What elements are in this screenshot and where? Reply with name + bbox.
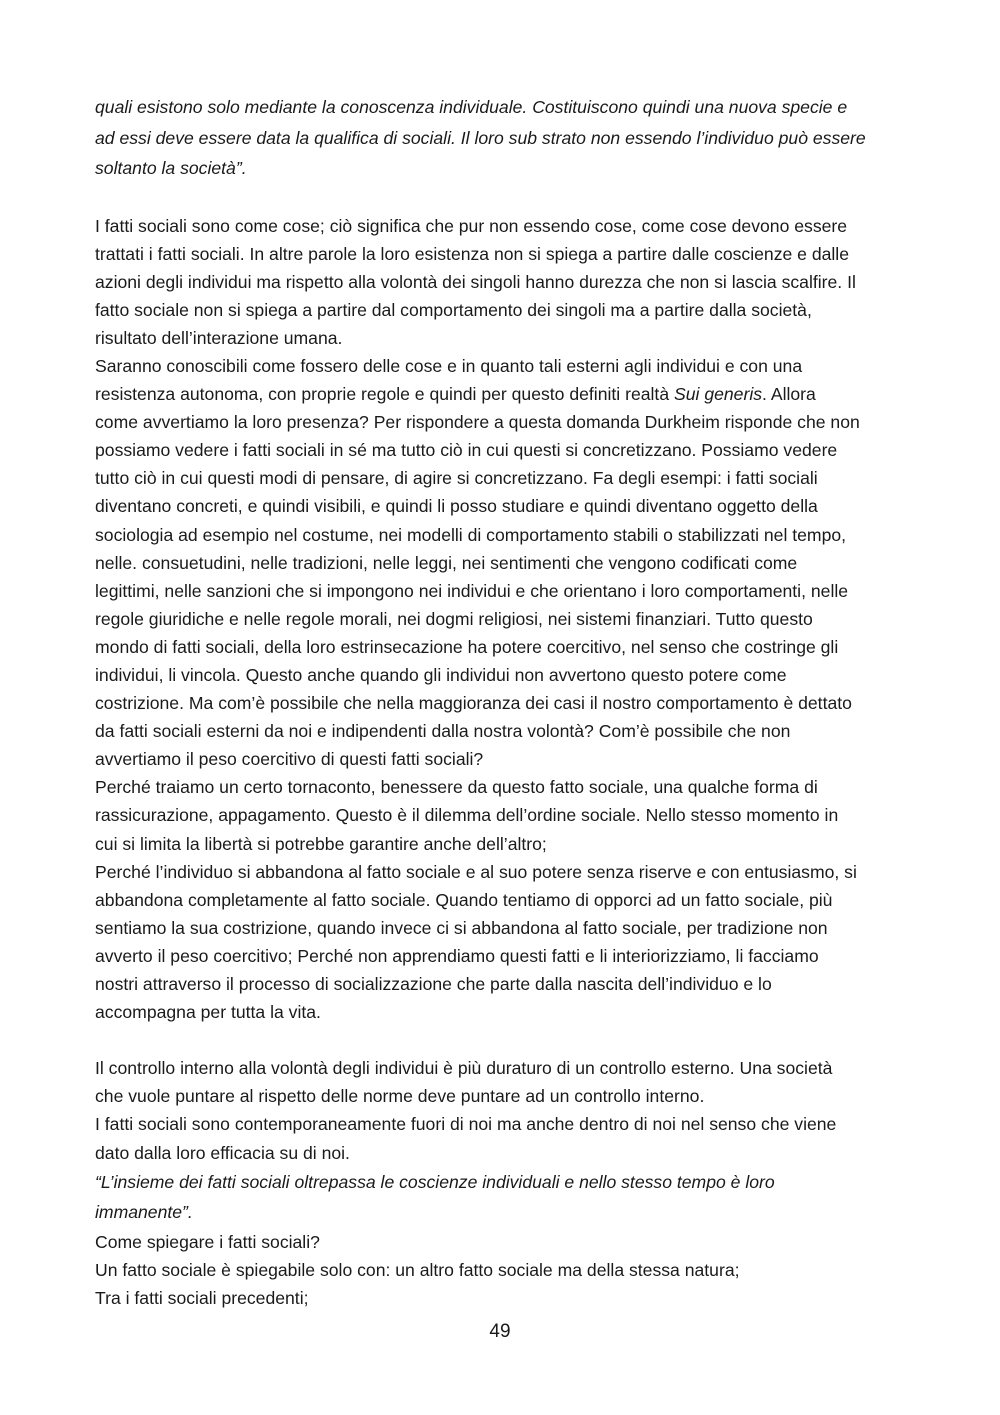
text-line: avvertiamo il peso coercitivo di questi fatti sociali? [95,749,484,770]
text-line: trattati i fatti sociali. In altre parole la loro esistenza non si spiega a partire dalle coscienze e dalle [95,243,850,264]
text-line: Un fatto sociale è spiegabile solo con: un altro fatto sociale ma della stessa natura; [95,1259,740,1280]
text-line: Saranno conoscibili come fossero delle cose e in quanto tali esterni agli individui e con una [95,355,803,376]
paragraph-1 [95,212,910,352]
text-line: I fatti sociali sono contemporaneamente fuori di noi ma anche dentro di noi nel senso che viene [95,1114,837,1135]
text-line: Tra i fatti sociali precedenti; [95,1287,309,1308]
text-line: sociologia ad esempio nel costume, nei modelli di comportamento stabili o stabilizzati nel tempo, [95,524,847,545]
quote-line: immanente”. [95,1202,193,1223]
page-number: 49 [489,1321,511,1342]
text-line: I fatti sociali sono come cose; ciò significa che pur non essendo cose, come cose devono essere [95,215,848,236]
text-line: fatto sociale non si spiega a partire dal comportamento dei singoli ma a partire dalla società, [95,299,812,320]
quote-line: “L’insieme dei fatti sociali oltrepassa le coscienze individuali e nello stesso tempo è loro [95,1171,775,1192]
text-line: Perché l’individuo si abbandona al fatto sociale e al suo potere senza riserve e con entusiasmo, si [95,861,857,882]
text-line: individui, li vincola. Questo anche quando gli individui non avvertono questo potere come [95,665,787,685]
paragraph-gap [95,1026,910,1054]
text-line: azioni degli individui ma rispetto alla volontà dei singoli hanno durezza che non si lascia scalfire. Il [95,271,856,292]
italic-term: Sui generis [674,384,763,405]
paragraph-gap [95,184,910,212]
text-line: cui si limita la libertà si potrebbe garantire anche dell’altro; [95,833,547,854]
text-line: accompagna per tutta la vita. [95,1002,321,1023]
quote-block-2 [95,1167,910,1228]
quote-block-1 [95,92,910,184]
quote-line: ad essi deve essere data la qualifica di sociali. Il loro sub strato non essendo l’individuo può essere [95,127,866,148]
text-line: tutto ciò in cui questi modi di pensare, di agire si concretizzano. Fa degli esempi: i fatti sociali [95,468,818,489]
paragraph-4 [95,1228,910,1312]
text-line: Il controllo interno alla volontà degli individui è più duraturo di un controllo esterno. Una società [95,1058,833,1079]
paragraph-3 [95,1054,910,1166]
quote-line: soltanto la società”. [95,158,247,178]
text-line: diventano concreti, e quindi visibili, e quindi li posso studiare e quindi diventano oggetto della [95,496,818,517]
document-page [95,92,910,1312]
text-line: da fatti sociali esterni da noi e indipendenti dalla nostra volontà? Com’è possibile che non [95,721,791,742]
text-segment: resistenza autonoma, con proprie regole e quindi per questo definiti realtà [95,384,674,405]
text-line: nelle. consuetudini, nelle tradizioni, nelle leggi, nei sentimenti che vengono codificati come [95,552,798,573]
text-line: abbandona completamente al fatto sociale. Quando tentiamo di opporci ad un fatto sociale, più [95,889,833,910]
quote-line: quali esistono solo mediante la conoscenza individuale. Costituiscono quindi una nuova specie e [95,97,848,117]
text-line: regole giuridiche e nelle regole morali, nei dogmi religiosi, nei sistemi finanziari. Tutto questo [95,608,813,629]
text-line: che vuole puntare al rispetto delle norme deve puntare ad un controllo interno. [95,1086,705,1107]
text-line: risultato dell’interazione umana. [95,327,343,348]
text-line: Come spiegare i fatti sociali? [95,1231,320,1252]
text-line: dato dalla loro efficacia su di noi. [95,1142,350,1163]
paragraph-2-rest [95,408,910,1026]
paragraph-2 [95,352,910,1026]
text-line: costrizione. Ma com’è possibile che nella maggioranza dei casi il nostro comportamento è dettato [95,693,852,714]
text-line: avverto il peso coercitivo; Perché non apprendiamo questi fatti e li interiorizziamo, li facciamo [95,945,819,966]
text-line: legittimi, nelle sanzioni che si impongono nei individui e che orientano i loro comportamenti, nelle [95,580,849,601]
text-line: possiamo vedere i fatti sociali in sé ma tutto ciò in cui questi si concretizzano. Possiamo vedere [95,440,838,461]
text-line: come avvertiamo la loro presenza? Per rispondere a questa domanda Durkheim risponde che non [95,412,860,433]
text-line [95,380,910,408]
text-line: Perché traiamo un certo tornaconto, benessere da questo fatto sociale, una qualche forma di [95,777,818,798]
text-line: mondo di fatti sociali, della loro estrinsecazione ha potere coercitivo, nel senso che costringe gli [95,636,839,657]
text-line: rassicurazione, appagamento. Questo è il dilemma dell’ordine sociale. Nello stesso momento in [95,805,839,826]
text-line: nostri attraverso il processo di socializzazione che parte dalla nascita dell’individuo e lo [95,974,772,995]
text-line: sentiamo la sua costrizione, quando invece ci si abbandona al fatto sociale, per tradizione non [95,917,828,938]
text-segment: . Allora [762,384,816,405]
